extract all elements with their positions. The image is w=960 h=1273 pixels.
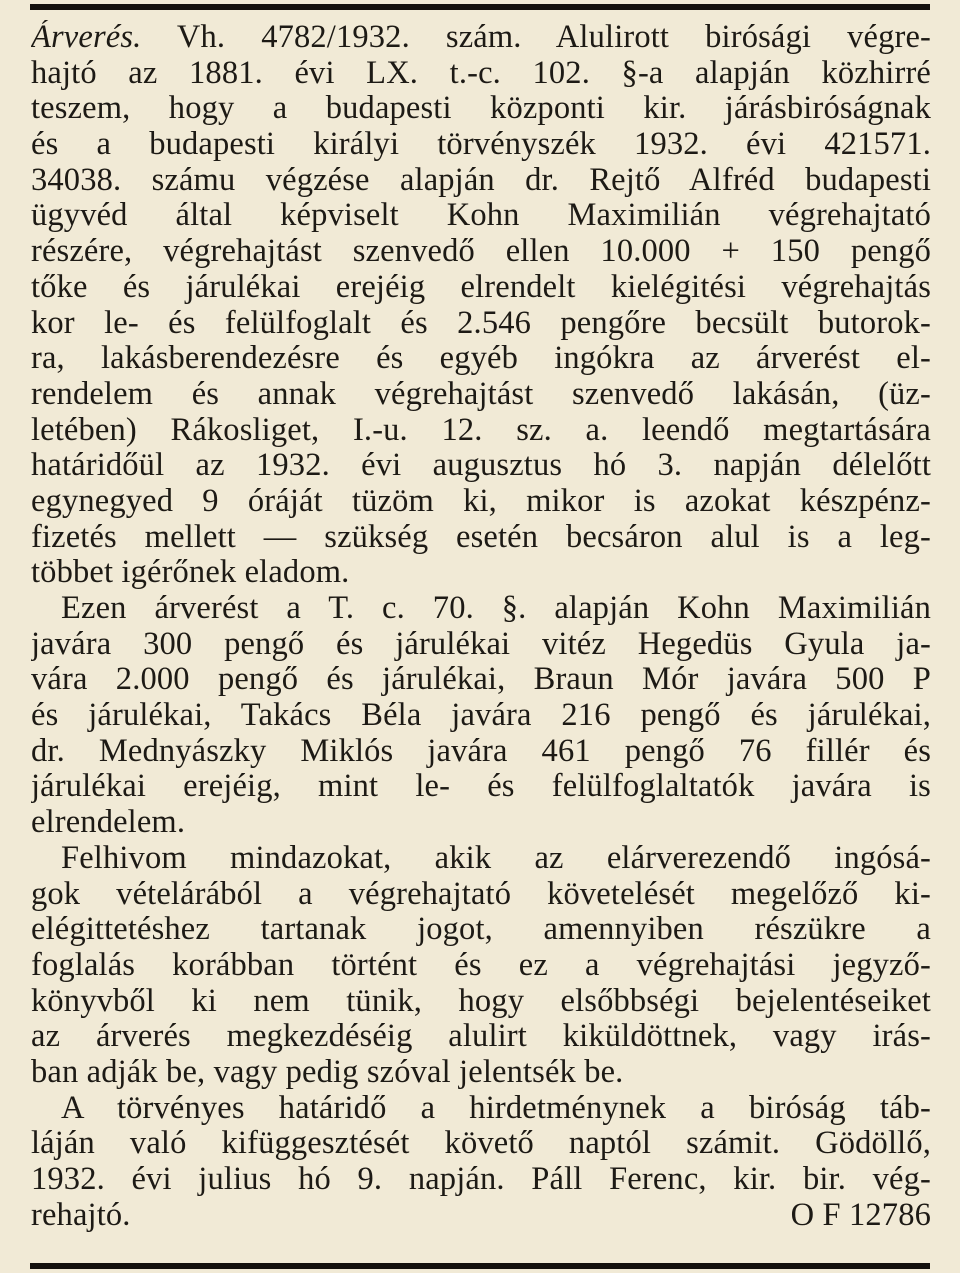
notice-line: elégittetéshez tartanak jogot, amennyiben részükre a: [31, 912, 931, 948]
notice-line: 34038. számu végzése alapján dr. Rejtő Alfréd budapesti: [31, 162, 931, 198]
notice-line: könyvből ki nem tünik, hogy elsőbbségi bejelentéseiket: [31, 983, 931, 1019]
notice-line: teszem, hogy a budapesti központi kir. járásbiróságnak: [31, 91, 931, 127]
notice-line: letében) Rákosliget, I.-u. 12. sz. a. leendő megtartására: [31, 412, 931, 448]
notice-line: ra, lakásberendezésre és egyéb ingókra az árverést el-: [31, 341, 931, 377]
notice-line: fizetés mellett — szükség esetén becsáron alul is a leg-: [31, 519, 931, 555]
notice-line: és járulékai, Takács Béla javára 216 pengő és járulékai,: [31, 698, 931, 734]
bottom-rule: [30, 1263, 930, 1269]
notice-line: tőke és járulékai erejéig elrendelt kielégitési végrehajtás: [31, 269, 931, 305]
reference-number: O F 12786: [790, 1197, 931, 1233]
notice-line: határidőül az 1932. évi augusztus hó 3. napján délelőtt: [31, 448, 931, 484]
notice-line: részére, végrehajtást szenvedő ellen 10.000 + 150 pengő: [31, 234, 931, 270]
notice-line: vára 2.000 pengő és járulékai, Braun Mór javára 500 P: [31, 662, 931, 698]
notice-line: járulékai erejéig, mint le- és felülfoglaltatók javára is: [31, 769, 931, 805]
top-rule: [30, 4, 930, 10]
notice-line: 1932. évi julius hó 9. napján. Páll Ferenc, kir. bir. vég-: [31, 1162, 931, 1197]
notice-line: A törvényes határidő a hirdetménynek a biróság táb-: [61, 1090, 931, 1126]
notice-line: hajtó az 1881. évi LX. t.-c. 102. §-a alapján közhirré: [31, 55, 931, 91]
notice-line: kor le- és felülfoglalt és 2.546 pengőre becsült butorok-: [31, 305, 931, 341]
notice-line: többet igérőnek eladom.: [31, 555, 350, 591]
notice-line: elrendelem.: [31, 805, 186, 841]
notice-line: rendelem és annak végrehajtást szenvedő lakásán, (üz-: [31, 376, 931, 412]
auction-notice: [31, 20, 931, 1233]
notice-line: és a budapesti királyi törvényszék 1932. évi 421571.: [31, 127, 931, 163]
notice-line: Felhivom mindazokat, akik az elárverezendő ingósá-: [61, 840, 931, 876]
notice-signoff-line: [31, 1198, 931, 1234]
notice-line: javára 300 pengő és járulékai vitéz Hegedüs Gyula ja-: [31, 626, 931, 662]
notice-line: gok vételárából a végrehajtató követelését megelőző ki-: [31, 876, 931, 912]
notice-line: láján való kifüggesztését követő naptól számit. Gödöllő,: [31, 1126, 931, 1162]
notice-line: egynegyed 9 óráját tüzöm ki, mikor is azokat készpénz-: [31, 483, 931, 519]
notice-line: ban adják be, vagy pedig szóval jelentsék be.: [31, 1054, 624, 1090]
notice-line: az árverés megkezdéséig alulirt kiküldöttnek, vagy irás-: [31, 1019, 931, 1055]
notice-heading: Árverés.: [31, 20, 142, 55]
notice-line: ügyvéd által képviselt Kohn Maximilián végrehajtató: [31, 198, 931, 234]
notice-line: dr. Mednyászky Miklós javára 461 pengő 76 fillér és: [31, 733, 931, 769]
notice-line: Árverés. Vh. 4782/1932. szám. Alulirott birósági végre-: [31, 20, 931, 55]
notice-line: foglalás korábban történt és ez a végrehajtási jegyző-: [31, 947, 931, 983]
notice-line: Ezen árverést a T. c. 70. §. alapján Kohn Maximilián: [61, 591, 931, 626]
notice-line: rehajtó.: [31, 1197, 131, 1233]
